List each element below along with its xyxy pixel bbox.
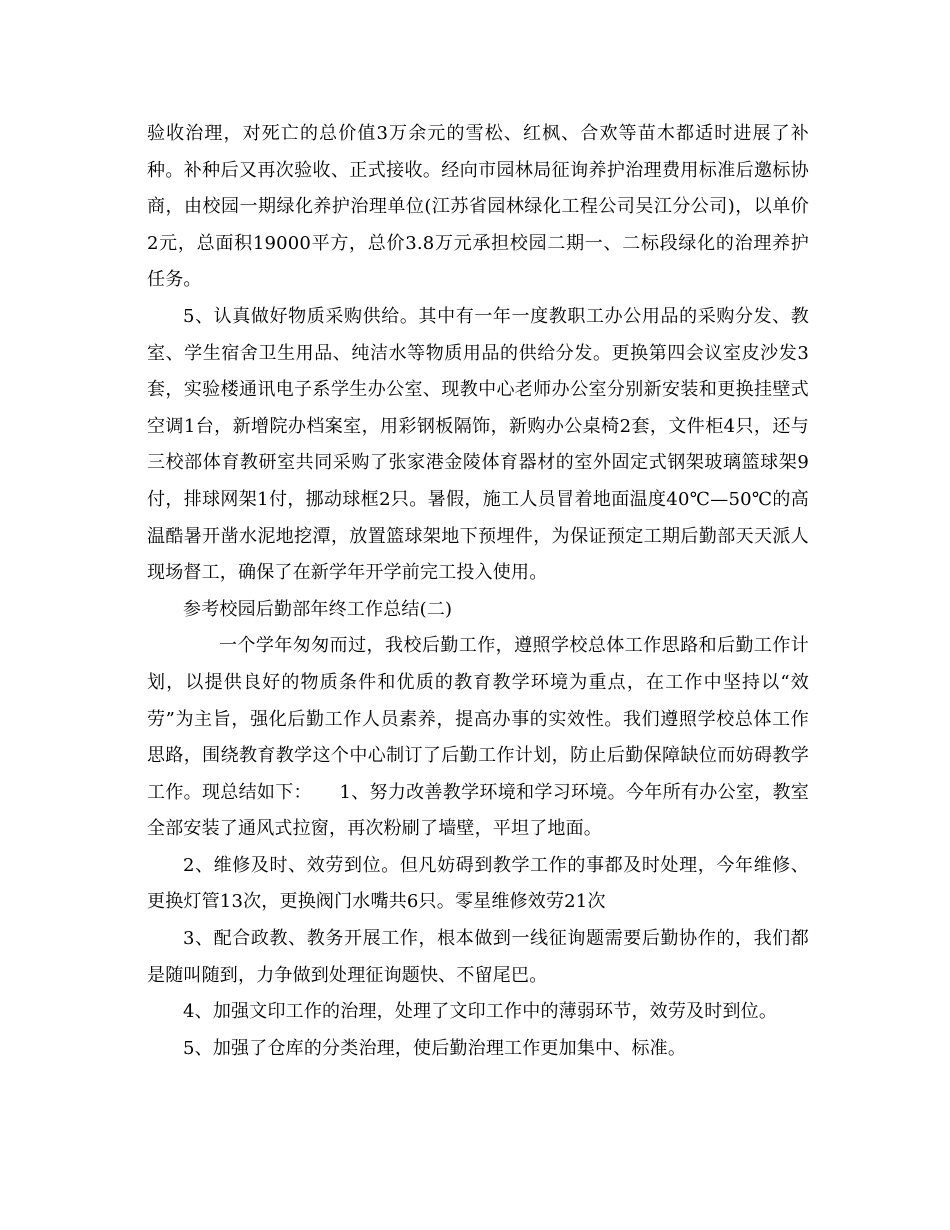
document-body bbox=[147, 116, 809, 1067]
paragraph-item-4-printing: 4、加强文印工作的治理，处理了文印工作中的薄弱环节，效劳及时到位。 bbox=[183, 1001, 778, 1023]
section-title: 参考校园后勤部年终工作总结(二) bbox=[183, 598, 453, 620]
paragraph-intro: 一个学年匆匆而过，我校后勤工作，遵照学校总体工作思路和后勤工作计划，以提供良好的物质条件和优质的教育教学环境为重点，在工作中坚持以“效劳”为主旨，强化后勤工作人员素养，提高办事的实效性。我们遵照学校总体工作思路，围绕教育教学这个中心制订了后勤工作计划，防止后勤保障缺位而妨碍教学工作。现总结如下： 1、努力改善教学环境和学习环境。今年所有办公室，教室全部安装了通风式拉窗，再次粉刷了墙壁，平坦了地面。 bbox=[147, 635, 809, 840]
paragraph-continuation: 验收治理，对死亡的总价值3万余元的雪松、红枫、合欢等苗木都适时进展了补种。补种后又再次验收、正式接收。经向市园林局征询养护治理费用标准后邀标协商，由校园一期绿化养护治理单位(江苏省园林绿化工程公司吴江分公司)，以单价2元，总面积19000平方，总价3.8万元承担校园二期一、二标段绿化的治理养护任务。 bbox=[147, 123, 809, 291]
paragraph-item-2-maintenance: 2、维修及时、效劳到位。但凡妨碍到教学工作的事都及时处理，今年维修、更换灯管13次，更换阀门水嘴共6只。零星维修效劳21次 bbox=[147, 854, 809, 913]
paragraph-item-5-procurement: 5、认真做好物质采购供给。其中有一年一度教职工办公用品的采购分发、教室、学生宿舍卫生用品、纯洁水等物质用品的供给分发。更换第四会议室皮沙发3套，实验楼通讯电子系学生办公室、现教中心老师办公室分别新安装和更换挂壁式空调1台，新增院办档案室，用彩钢板隔饰，新购办公桌椅2套，文件柜4只，还与三校部体育教研室共同采购了张家港金陵体育器材的室外固定式钢架玻璃篮球架9付，排球网架1付，挪动球框2只。暑假，施工人员冒着地面温度40℃—50℃的高温酷暑开凿水泥地挖潭，放置篮球架地下预埋件，为保证预定工期后勤部天天派人现场督工，确保了在新学年开学前完工投入使用。 bbox=[147, 305, 809, 584]
paragraph-item-5-warehouse: 5、加强了仓库的分类治理，使后勤治理工作更加集中、标准。 bbox=[183, 1037, 687, 1059]
paragraph-item-3-cooperation: 3、配合政教、教务开展工作，根本做到一线征询题需要后勤协作的，我们都是随叫随到，力争做到处理征询题快、不留尾巴。 bbox=[147, 928, 809, 986]
